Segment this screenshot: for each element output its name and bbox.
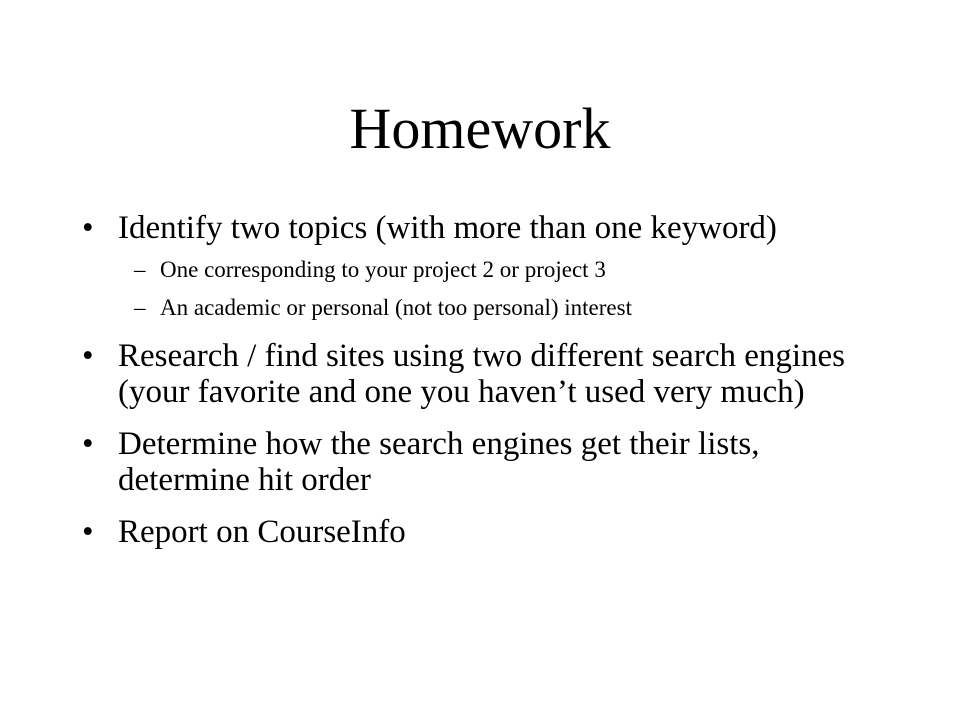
bullet-icon: • [82, 514, 94, 550]
sub-bullet-text: An academic or personal (not too personal) interest [160, 295, 632, 320]
bullet-item [0, 514, 960, 550]
bullet-text: Determine how the search engines get their lists, determine hit order [118, 426, 760, 498]
bullet-item [0, 426, 960, 498]
slide-body [0, 210, 960, 550]
bullet-item [0, 210, 960, 246]
bullet-text: Identify two topics (with more than one keyword) [118, 210, 777, 246]
bullet-text: Research / find sites using two different search engines (your favorite and one you haven’t used very much) [118, 338, 846, 410]
bullet-icon: • [82, 426, 94, 462]
sub-bullet-text: One corresponding to your project 2 or project 3 [160, 257, 606, 282]
dash-icon: – [134, 295, 146, 320]
slide-title: Homework [349, 96, 611, 161]
bullet-text: Report on CourseInfo [118, 514, 406, 550]
dash-icon: – [134, 257, 146, 282]
bullet-item [0, 338, 960, 410]
sub-bullet-item [0, 294, 960, 322]
sub-bullet-item [0, 256, 960, 284]
bullet-icon: • [82, 338, 94, 374]
bullet-icon: • [82, 210, 94, 246]
